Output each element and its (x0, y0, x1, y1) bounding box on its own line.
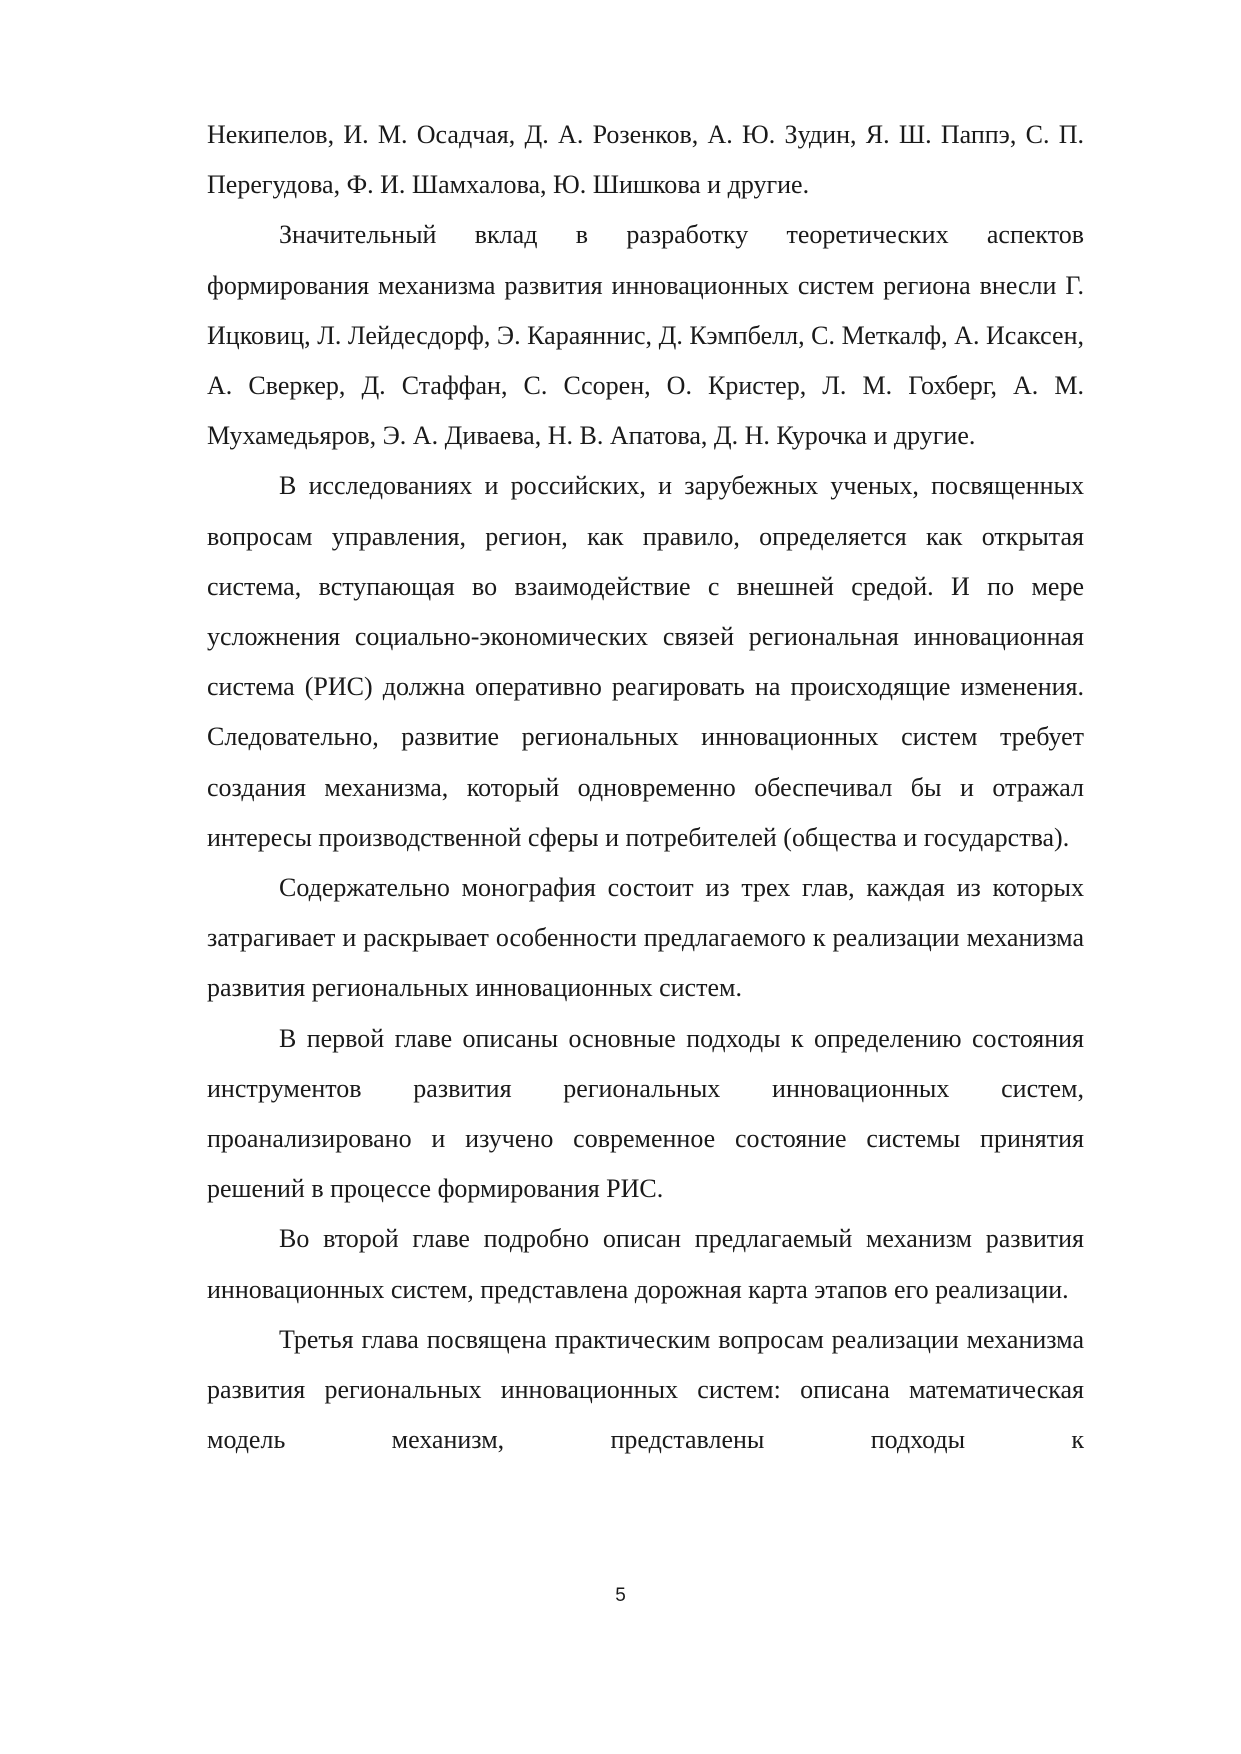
paragraph-chapter-one: В первой главе описаны основные подходы к определению состояния инструментов развития региональных инновационных систем, проанализировано и изучено современное состояние системы принятия решений в процессе формирования РИС. (207, 1023, 1084, 1204)
paragraph-theoretical-contribution: Значительный вклад в разработку теоретических аспектов формирования механизма развития инновационных систем региона внесли Г. Ицковиц, Л. Лейдесдорф, Э. Караяннис, Д. Кэмпбелл, С. Меткалф, А. Исаксен, А. Сверкер, Д. Стаффан, С. Ссорен, О. Кристер, Л. М. Гохберг, А. М. Мухамедьяров, Э. А. Диваева, Н. В. Апатова, Д. Н. Курочка и другие. (207, 220, 1084, 451)
paragraph-chapter-two: Во второй главе подробно описан предлагаемый механизм развития инновационных систем, представлена дорожная карта этапов его реализации. (207, 1224, 1084, 1304)
paragraph-continuation-authors: Некипелов, И. М. Осадчая, Д. А. Розенков, А. Ю. Зудин, Я. Ш. Паппэ, С. П. Перегудова, Ф. И. Шамхалова, Ю. Шишкова и другие. (207, 120, 1084, 200)
paragraph-region-open-system: В исследованиях и российских, и зарубежных ученых, посвященных вопросам управления, регион, как правило, определяется как открытая система, вступающая во взаимодействие с внешней средой. И по мере усложнения социально-экономических связей региональная инновационная система (РИС) должна оперативно реагировать на происходящие изменения. Следовательно, развитие региональных инновационных систем требует создания механизма, который одновременно обеспечивал бы и отражал интересы производственной сферы и потребителей (общества и государства). (207, 471, 1084, 852)
page-number: 5 (615, 1585, 626, 1606)
paragraph-chapter-three: Третья глава посвящена практическим вопросам реализации механизма развития региональных инновационных систем: описана математическая модель механизм, представлены подходы к (207, 1324, 1084, 1455)
body-text (207, 110, 1084, 1465)
paragraph-monograph-structure: Содержательно монография состоит из трех глав, каждая из которых затрагивает и раскрывает особенности предлагаемого к реализации механизма развития региональных инновационных систем. (207, 873, 1084, 1003)
